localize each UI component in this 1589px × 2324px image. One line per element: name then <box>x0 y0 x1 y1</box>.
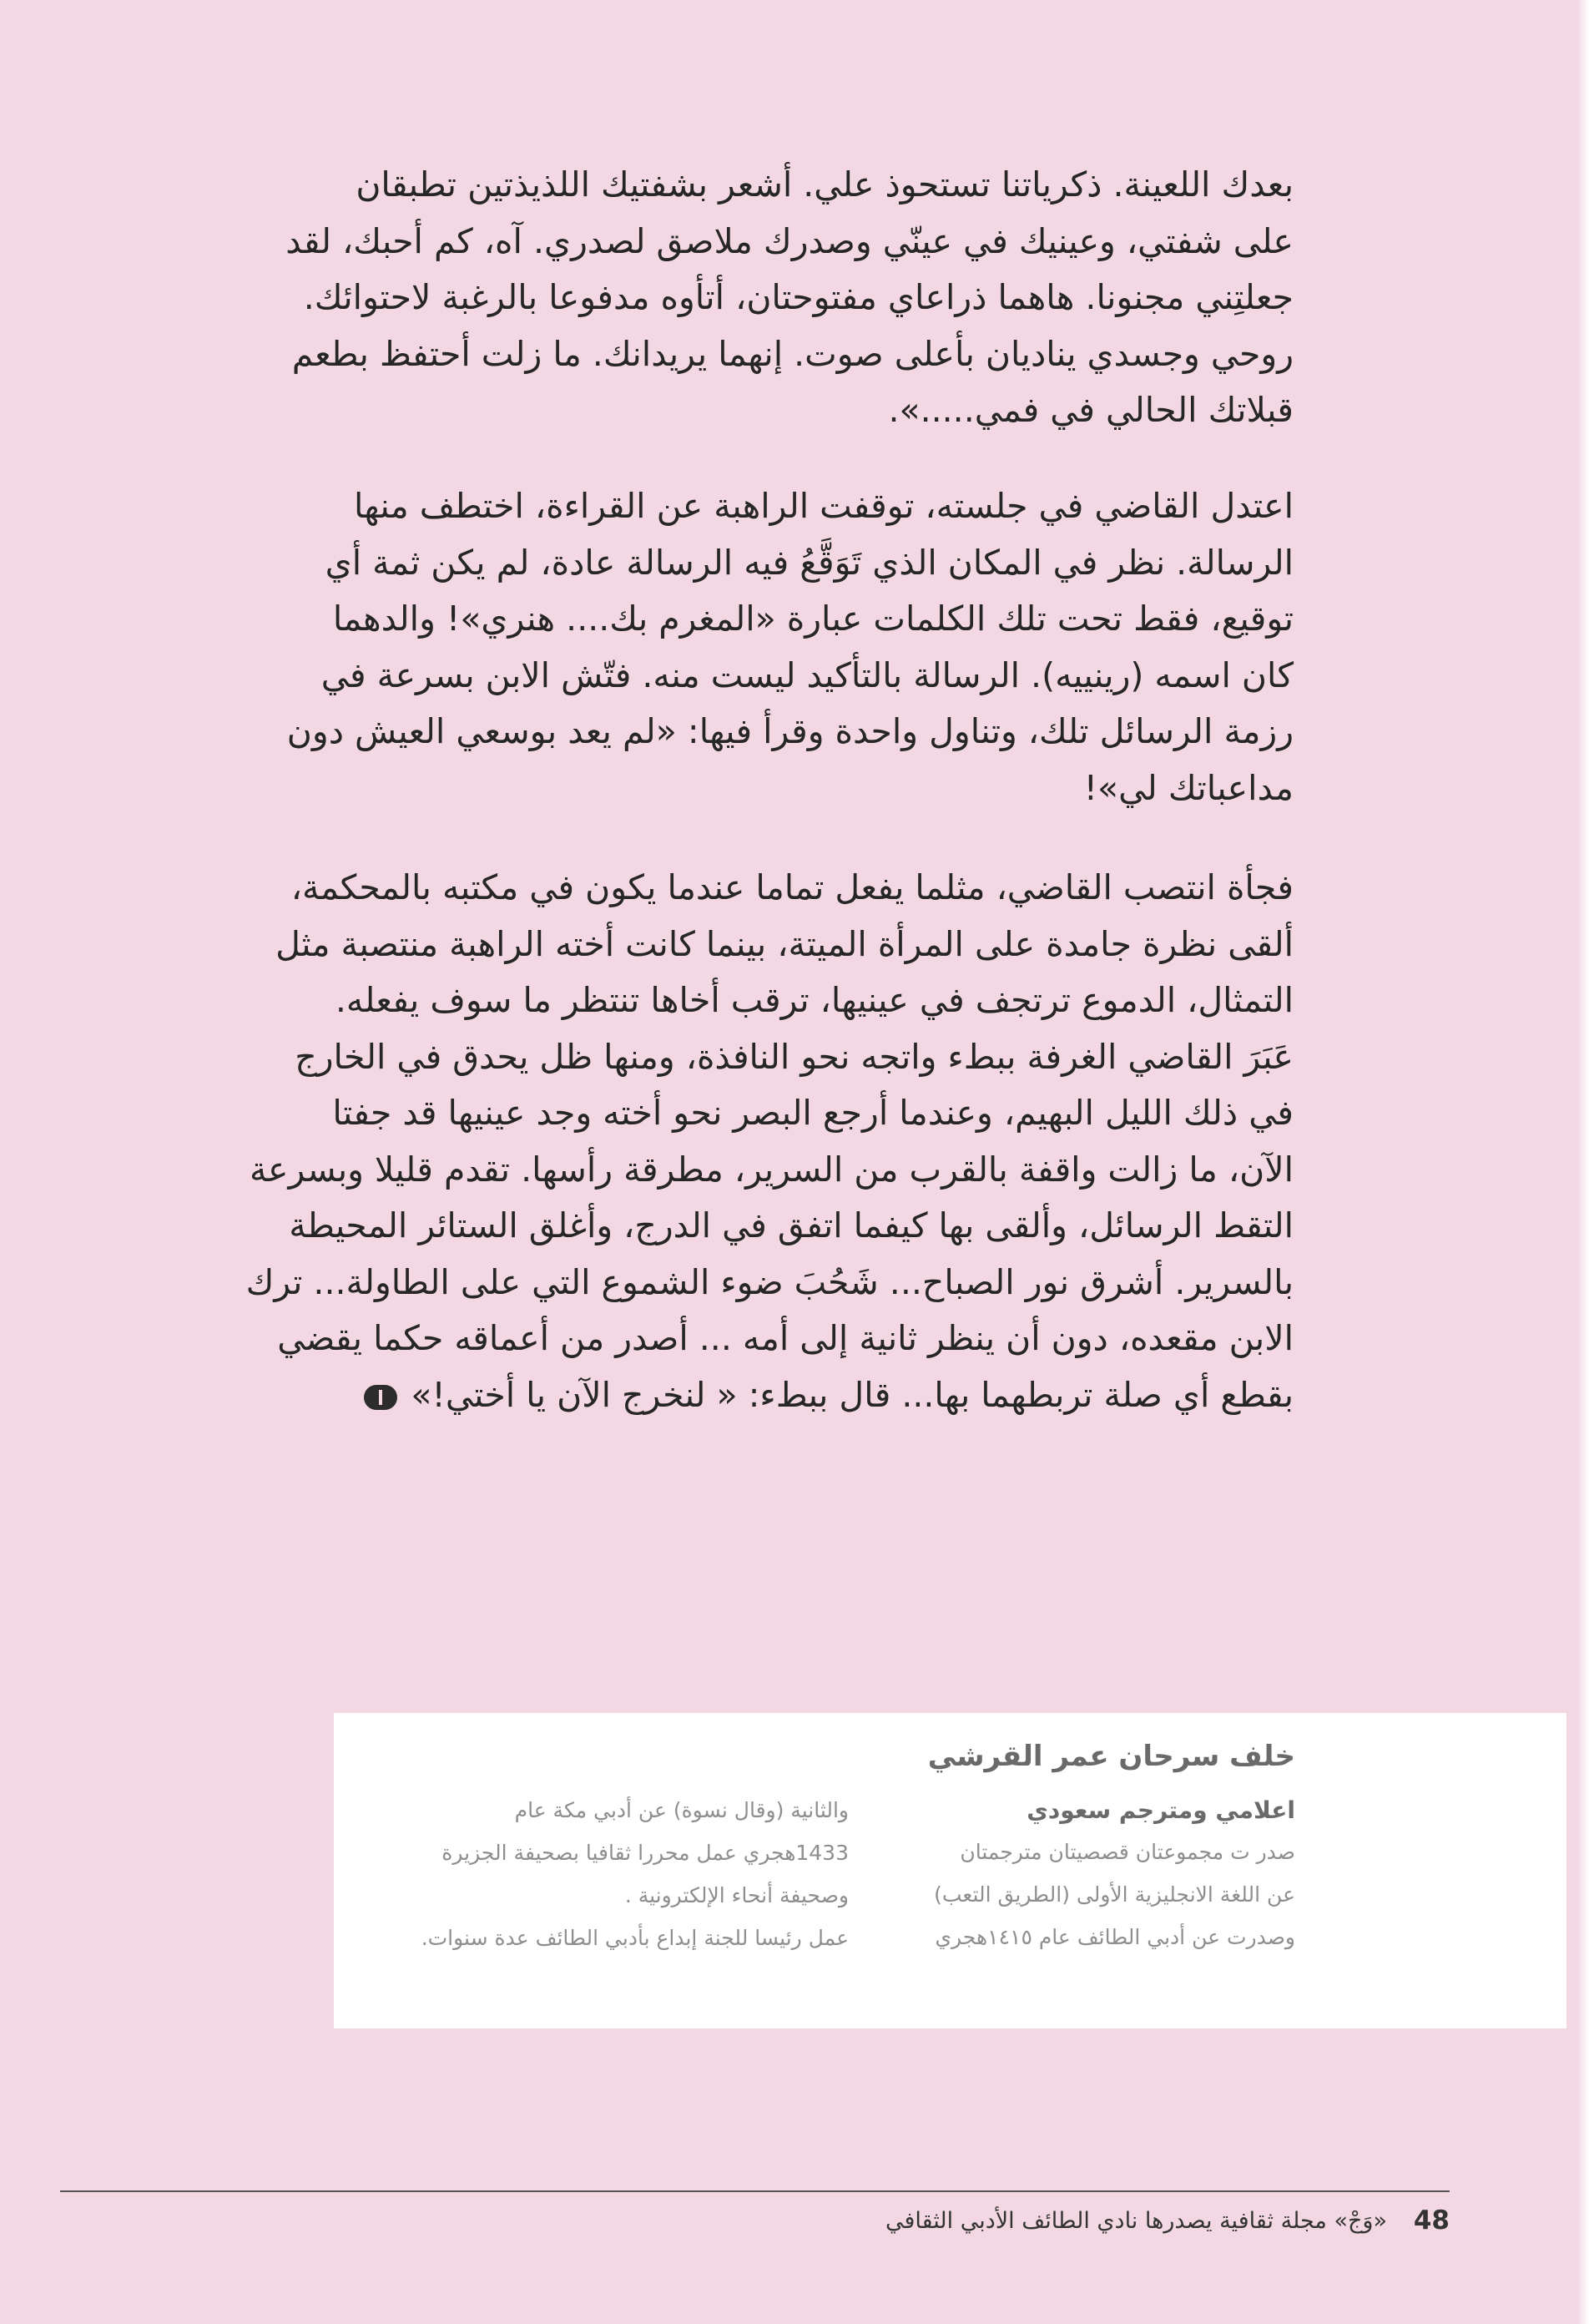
article-line: جعلتِني مجنونا. هاهما ذراعاي مفتوحتان، أتأوه مدفوعا بالرغبة لاحتوائك. <box>303 277 1294 317</box>
article-line: مداعباتك لي»! <box>1083 767 1294 808</box>
bio-column-left <box>398 1789 849 1959</box>
page-number: 48 <box>1413 2205 1450 2236</box>
bio-line: وصدرت عن أدبي الطائف عام ١٤١٥هجري <box>935 1925 1295 1949</box>
article-line: توقيع، فقط تحت تلك الكلمات عبارة «المغرم بك.... هنري»! والدهما <box>332 599 1294 639</box>
article-line: على شفتي، وعينيك في عينّي وصدرك ملاصق لصدري. آه، كم أحبك، لقد <box>285 220 1294 261</box>
article-paragraph-2 <box>286 478 1294 816</box>
article-paragraph-1 <box>285 157 1294 439</box>
author-role: اعلامي ومترجم سعودي <box>1027 1796 1295 1824</box>
bio-column-right <box>895 1831 1295 1958</box>
article-line: رزمة الرسائل تلك، وتناول واحدة وقرأ فيها: «لم يعد بوسعي العيش دون <box>286 711 1294 751</box>
article-line: التمثال، الدموع ترتجف في عينيها، ترقب أخاها تنتظر ما سوف يفعله. <box>335 980 1294 1020</box>
end-of-article-icon <box>364 1385 397 1410</box>
article-line: بالسرير. أشرق نور الصباح... شَحُبَ ضوء الشموع التي على الطاولة... ترك <box>245 1261 1294 1302</box>
article-line: روحي وجسدي يناديان بأعلى صوت. إنهما يريدانك. ما زلت أحتفظ بطعم <box>291 333 1294 374</box>
bio-line: عمل رئيسا للجنة إبداع بأدبي الطائف عدة سنوات. <box>421 1926 849 1950</box>
article-line-text: بقطع أي صلة تربطهما بها... قال ببطء: « لنخرج الآن يا أختي!» <box>411 1374 1294 1415</box>
author-name: خلف سرحان عمر القرشي <box>927 1740 1295 1773</box>
bio-line: وصحيفة أنحاء الإلكترونية . <box>624 1883 849 1907</box>
footer-magazine-text: «وَجْ» مجلة ثقافية يصدرها نادي الطائف الأدبي الثقافي <box>885 2208 1387 2234</box>
article-paragraph-3 <box>245 860 1294 1423</box>
bio-line: 1433هجري عمل محررا ثقافيا بصحيفة الجزيرة <box>441 1841 849 1865</box>
footer-divider <box>60 2190 1450 2192</box>
article-line: التقط الرسائل، وألقى بها كيفما اتفق في الدرج، وأغلق الستائر المحيطة <box>289 1205 1294 1245</box>
article-line: كان اسمه (رينييه). الرسالة بالتأكيد ليست منه. فتّش الابن بسرعة في <box>320 654 1294 695</box>
article-line: بعدك اللعينة. ذكرياتنا تستحوذ علي. أشعر بشفتيك اللذيذتين تطبقان <box>356 164 1294 205</box>
article-line: عَبَرَ القاضي الغرفة ببطء واتجه نحو النافذة، ومنها ظل يحدق في الخارج <box>295 1036 1294 1077</box>
article-line: الآن، ما زالت واقفة بالقرب من السرير، مطرقة رأسها. تقدم قليلا وبسرعة <box>250 1149 1294 1190</box>
article-line: ألقى نظرة جامدة على المرأة الميتة، بينما كانت أخته الراهبة منتصبة مثل <box>275 923 1294 964</box>
article-line: الابن مقعده، دون أن ينظر ثانية إلى أمه ... أصدر من أعماقه حكما يقضي <box>277 1318 1294 1358</box>
bio-line: والثانية (وقال نسوة) عن أدبي مكة عام <box>514 1798 849 1822</box>
article-line: فجأة انتصب القاضي، مثلما يفعل تماما عندما يكون في مكتبه بالمحكمة، <box>290 867 1294 907</box>
author-bio-box <box>334 1713 1566 2028</box>
bio-line: صدر ت مجموعتان قصصيتان مترجمتان <box>960 1840 1295 1864</box>
page-edge <box>1577 0 1589 2324</box>
article-line: قبلاتك الحالي في فمي.....». <box>888 390 1294 430</box>
article-line: الرسالة. نظر في المكان الذي تَوَقَّعُ فيه الرسالة عادة، لم يكن ثمة أي <box>325 542 1294 583</box>
bio-line: عن اللغة الانجليزية الأولى (الطريق التعب) <box>934 1882 1295 1907</box>
article-line: في ذلك الليل البهيم، وعندما أرجع البصر نحو أخته وجد عينيها قد جفتا <box>332 1093 1294 1133</box>
article-line: اعتدل القاضي في جلسته، توقفت الراهبة عن القراءة، اختطف منها <box>353 486 1294 526</box>
article-last-line <box>380 1367 1294 1424</box>
